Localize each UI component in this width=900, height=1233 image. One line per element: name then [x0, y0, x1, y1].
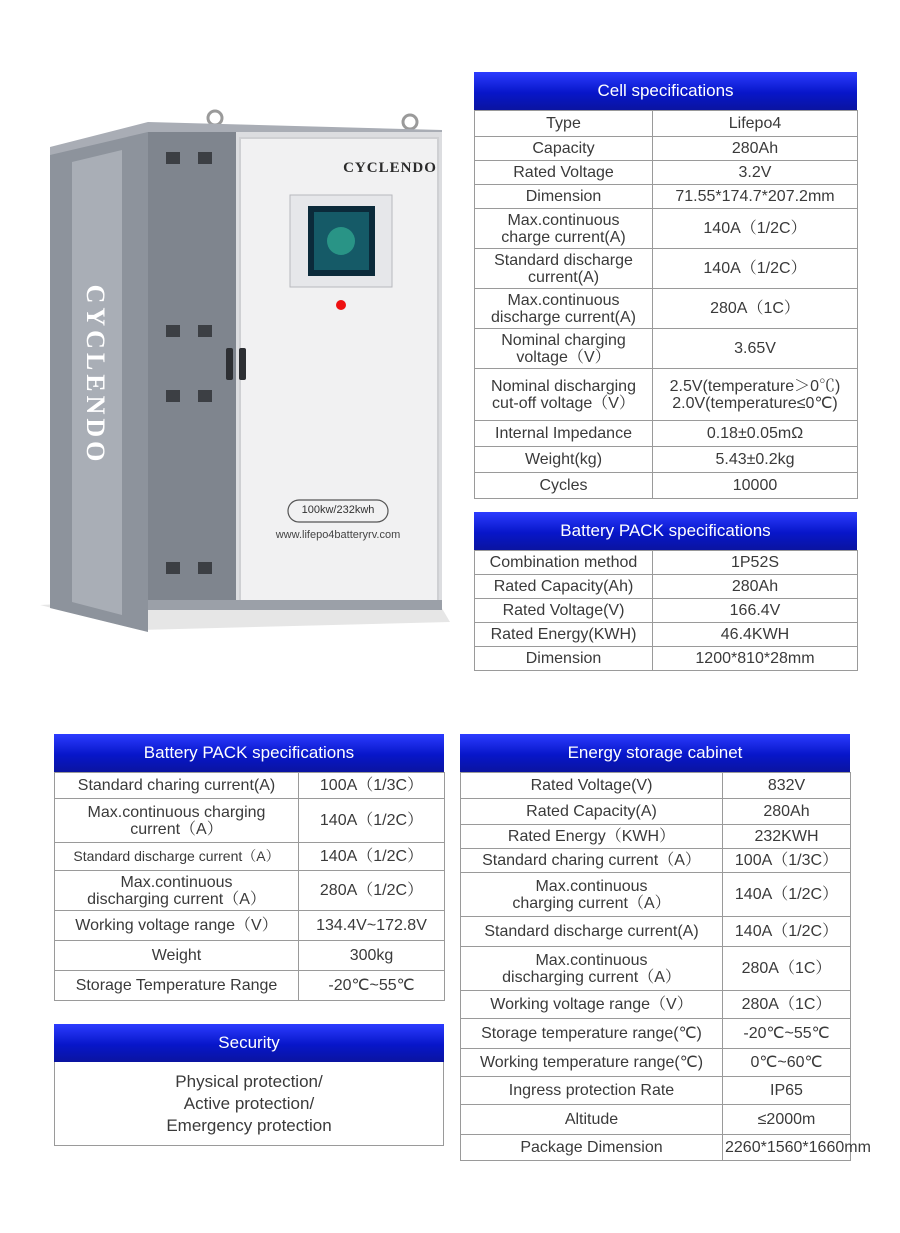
spec-key: Max.continuous charging current（A）: [461, 873, 723, 917]
security-line: Physical protection/: [175, 1071, 323, 1091]
spec-value: 280A（1C）: [653, 289, 858, 329]
spec-row: [461, 1135, 851, 1161]
spec-row: [475, 185, 858, 209]
spec-row: [475, 599, 858, 623]
spec-value: 166.4V: [653, 599, 858, 623]
spec-row: [475, 447, 858, 473]
spec-key: Cycles: [475, 473, 653, 499]
spec-row: [461, 799, 851, 825]
spec-key: Storage Temperature Range: [55, 971, 299, 1001]
spec-key: Standard charing current（A）: [461, 849, 723, 873]
spec-row: [55, 971, 445, 1001]
spec-key: Max.continuous discharging current（A）: [55, 871, 299, 911]
spec-value: Lifepo4: [653, 111, 858, 137]
spec-value: 3.2V: [653, 161, 858, 185]
spec-key: Working voltage range（V）: [461, 991, 723, 1019]
spec-row: [461, 1105, 851, 1135]
spec-value: 3.65V: [653, 329, 858, 369]
spec-key: Dimension: [475, 185, 653, 209]
spec-value: 140A（1/2C）: [299, 799, 445, 843]
spec-key: Type: [475, 111, 653, 137]
pack-specs-table: [474, 550, 858, 671]
security-section: [54, 1024, 444, 1146]
spec-key: Standard discharge current（A）: [55, 843, 299, 871]
spec-row: [475, 473, 858, 499]
spec-key: Rated Energy(KWH): [475, 623, 653, 647]
spec-value: 0℃~60℃: [723, 1049, 851, 1077]
spec-key: Weight: [55, 941, 299, 971]
spec-row: [461, 825, 851, 849]
cell-specs-title: Cell specifications: [474, 72, 857, 110]
spec-key: Rated Voltage: [475, 161, 653, 185]
spec-value: 100A（1/3C）: [299, 773, 445, 799]
spec-key: Dimension: [475, 647, 653, 671]
spec-row: [461, 947, 851, 991]
pack-specs-section: [474, 512, 857, 671]
security-line: Emergency protection: [166, 1115, 332, 1135]
spec-key: Standard charing current(A): [55, 773, 299, 799]
spec-value: 1P52S: [653, 551, 858, 575]
spec-value: -20℃~55℃: [299, 971, 445, 1001]
spec-key: Max.continuous discharge current(A): [475, 289, 653, 329]
spec-key: Storage temperature range(℃): [461, 1019, 723, 1049]
spec-row: [461, 849, 851, 873]
cabinet-specs-section: [460, 734, 871, 1161]
pack-specs-table-2: [54, 772, 445, 1001]
brand-logo: CYCLENDO: [343, 160, 437, 176]
spec-key: Standard discharge current(A): [475, 249, 653, 289]
spec-value: 300kg: [299, 941, 445, 971]
spec-value: 2260*1560*1660mm: [723, 1135, 851, 1161]
spec-value: 140A（1/2C）: [653, 249, 858, 289]
spec-row: [475, 329, 858, 369]
spec-value: 832V: [723, 773, 851, 799]
spec-row: [55, 871, 445, 911]
spec-row: [461, 991, 851, 1019]
spec-row: [475, 289, 858, 329]
spec-row: [461, 1049, 851, 1077]
spec-key: Max.continuous charging current（A）: [55, 799, 299, 843]
spec-value: 140A（1/2C）: [723, 917, 851, 947]
spec-key: Rated Voltage(V): [461, 773, 723, 799]
spec-key: Working voltage range（V）: [55, 911, 299, 941]
spec-key: Nominal discharging cut-off voltage（V）: [475, 369, 653, 421]
spec-value: 280Ah: [723, 799, 851, 825]
spec-key: Standard discharge current(A): [461, 917, 723, 947]
spec-key: Nominal charging voltage（V）: [475, 329, 653, 369]
cell-specs-section: [474, 72, 857, 499]
security-body: [54, 1062, 444, 1146]
emergency-stop-icon: [336, 300, 346, 310]
spec-row: [475, 623, 858, 647]
spec-key: Altitude: [461, 1105, 723, 1135]
cabinet-specs-title: Energy storage cabinet: [460, 734, 850, 772]
rating-badge: 100kw/232kwh: [301, 504, 375, 516]
spec-value: 280A（1C）: [723, 991, 851, 1019]
spec-row: [55, 773, 445, 799]
security-line: Active protection/: [183, 1093, 315, 1113]
cabinet-specs-table: [460, 772, 871, 1161]
spec-row: [475, 137, 858, 161]
spec-value: 140A（1/2C）: [653, 209, 858, 249]
spec-value: 0.18±0.05mΩ: [653, 421, 858, 447]
spec-row: [461, 917, 851, 947]
spec-value: 1200*810*28mm: [653, 647, 858, 671]
spec-value: -20℃~55℃: [723, 1019, 851, 1049]
spec-row: [461, 1077, 851, 1105]
spec-row: [475, 111, 858, 137]
spec-key: Rated Voltage(V): [475, 599, 653, 623]
spec-key: Internal Impedance: [475, 421, 653, 447]
spec-value: 280Ah: [653, 575, 858, 599]
security-title: Security: [54, 1024, 444, 1062]
spec-row: [475, 209, 858, 249]
spec-value: 46.4KWH: [653, 623, 858, 647]
spec-row: [475, 161, 858, 185]
spec-key: Max.continuous charge current(A): [475, 209, 653, 249]
spec-row: [475, 249, 858, 289]
side-brand-logo: CYCLENDO: [81, 284, 110, 466]
spec-value: 140A（1/2C）: [723, 873, 851, 917]
spec-row: [461, 1019, 851, 1049]
spec-value: 280A（1/2C）: [299, 871, 445, 911]
cell-specs-table: [474, 110, 858, 499]
spec-row: [55, 941, 445, 971]
lifting-eye-icon: [403, 115, 417, 129]
spec-value: 100A（1/3C）: [723, 849, 851, 873]
spec-row: [461, 773, 851, 799]
spec-key: Combination method: [475, 551, 653, 575]
spec-row: [55, 911, 445, 941]
spec-value: IP65: [723, 1077, 851, 1105]
spec-key: Max.continuous discharging current（A）: [461, 947, 723, 991]
spec-row: [55, 843, 445, 871]
spec-value: 134.4V~172.8V: [299, 911, 445, 941]
spec-value: ≤2000m: [723, 1105, 851, 1135]
spec-row: [55, 799, 445, 843]
pack-specs-section-2: [54, 734, 444, 1001]
spec-key: Ingress protection Rate: [461, 1077, 723, 1105]
spec-key: Package Dimension: [461, 1135, 723, 1161]
spec-value: 71.55*174.7*207.2mm: [653, 185, 858, 209]
spec-value: 2.5V(temperature＞0℃) 2.0V(temperature≤0℃): [653, 369, 858, 421]
spec-value: 280A（1C）: [723, 947, 851, 991]
spec-key: Weight(kg): [475, 447, 653, 473]
website-url: www.lifepo4batteryrv.com: [275, 529, 401, 541]
spec-value: 10000: [653, 473, 858, 499]
spec-key: Rated Energy（KWH）: [461, 825, 723, 849]
spec-value: 232KWH: [723, 825, 851, 849]
spec-row: [475, 647, 858, 671]
spec-key: Working temperature range(℃): [461, 1049, 723, 1077]
spec-value: 140A（1/2C）: [299, 843, 445, 871]
pack-specs-title-2: Battery PACK specifications: [54, 734, 444, 772]
lifting-eye-icon: [208, 111, 222, 125]
spec-key: Capacity: [475, 137, 653, 161]
spec-value: 5.43±0.2kg: [653, 447, 858, 473]
pack-specs-title: Battery PACK specifications: [474, 512, 857, 550]
spec-row: [475, 551, 858, 575]
spec-row: [475, 369, 858, 421]
spec-key: Rated Capacity(Ah): [475, 575, 653, 599]
spec-row: [475, 421, 858, 447]
spec-row: [475, 575, 858, 599]
spec-key: Rated Capacity(A): [461, 799, 723, 825]
spec-row: [461, 873, 851, 917]
spec-value: 280Ah: [653, 137, 858, 161]
